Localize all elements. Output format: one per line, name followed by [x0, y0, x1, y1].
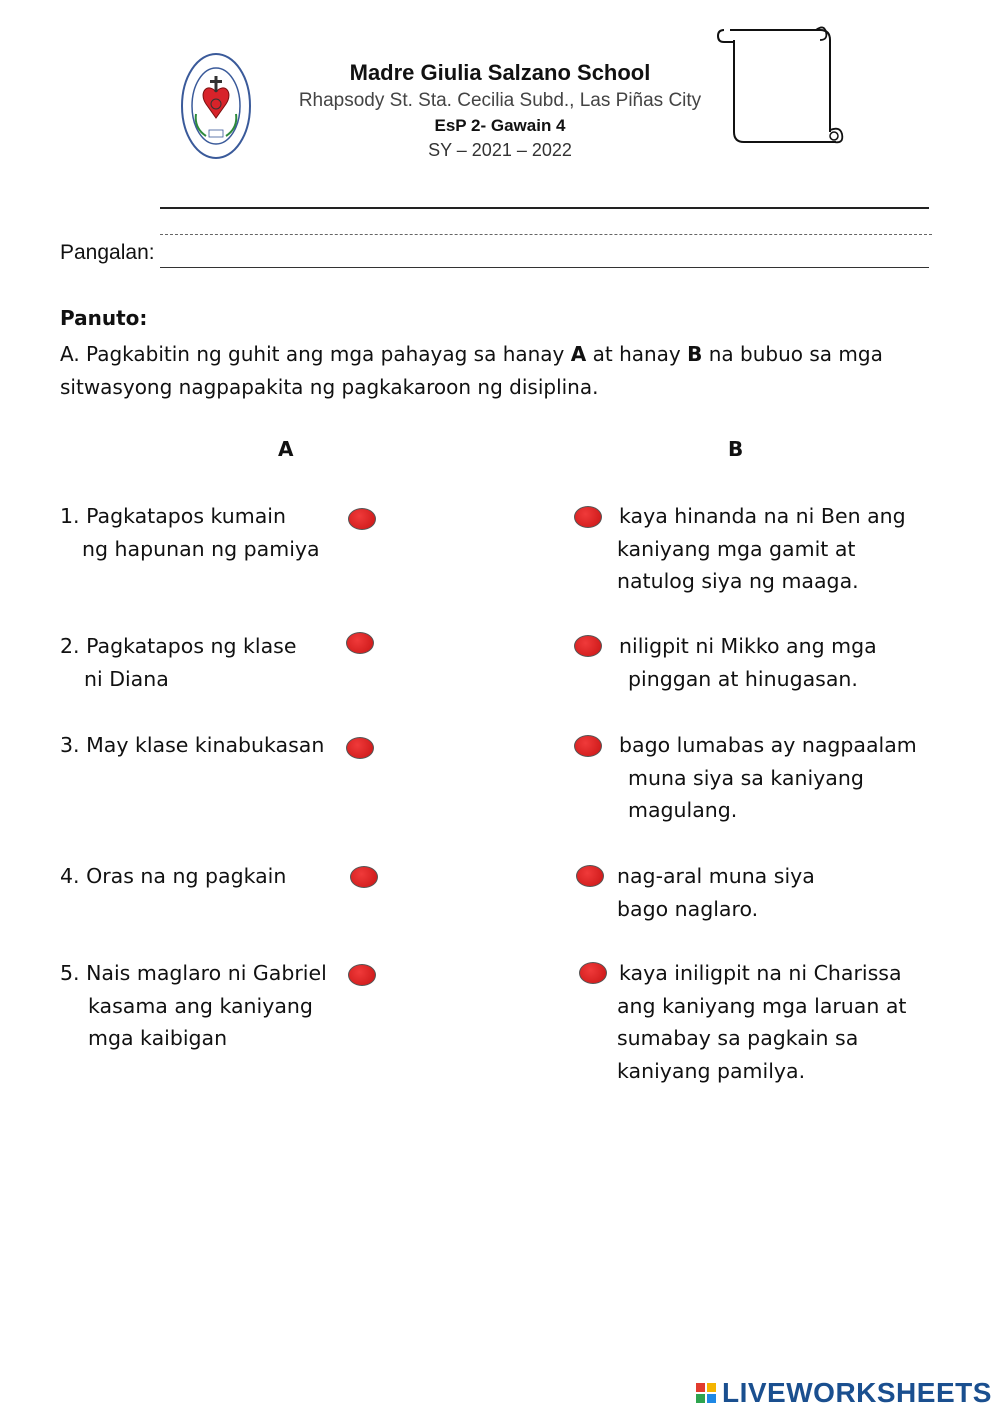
column-b-dot-5[interactable]	[579, 962, 607, 984]
column-a-item-3: 3. May klase kinabukasan	[60, 733, 325, 757]
column-b-dot-1[interactable]	[574, 506, 602, 528]
column-a-item-4: 4. Oras na ng pagkain	[60, 864, 287, 888]
school-logo	[180, 52, 252, 160]
school-year: SY – 2021 – 2022	[428, 140, 572, 160]
scroll-icon	[712, 20, 848, 150]
column-b-item-4: nag-aral muna siya bago naglaro.	[617, 864, 815, 921]
liveworksheets-text: LIVEWORKSHEETS	[722, 1377, 992, 1408]
instructions-title: Panuto:	[60, 306, 148, 330]
activity-title: EsP 2- Gawain 4	[434, 116, 566, 135]
dashed-divider	[160, 234, 932, 235]
column-a-item-2: 2. Pagkatapos ng klase ni Diana	[60, 634, 297, 691]
column-b-header: B	[728, 437, 744, 461]
column-b-item-2: niligpit ni Mikko ang mga pinggan at hinugasan.	[619, 634, 877, 691]
column-b-item-5: kaya iniligpit na ni Charissa ang kaniyang mga laruan at sumabay sa pagkain sa kaniyang pamilya.	[617, 961, 907, 1083]
column-b-item-1: kaya hinanda na ni Ben ang kaniyang mga gamit at natulog siya ng maaga.	[617, 504, 906, 593]
column-b-dot-4[interactable]	[576, 865, 604, 887]
instructions-text: A. Pagkabitin ng guhit ang mga pahayag sa hanay A at hanay B na bubuo sa mga sitwasyong nagpapakita ng pagkakaroon ng disiplina.	[60, 342, 883, 399]
column-a-item-5: 5. Nais maglaro ni Gabriel kasama ang kaniyang mga kaibigan	[60, 961, 327, 1050]
column-b-dot-3[interactable]	[574, 735, 602, 757]
header-divider	[160, 207, 929, 209]
name-label: Pangalan:	[60, 241, 155, 264]
column-b-item-3: bago lumabas ay nagpaalam muna siya sa kaniyang magulang.	[619, 733, 917, 822]
column-a-dot-3[interactable]	[346, 737, 374, 759]
column-a-dot-1[interactable]	[348, 508, 376, 530]
column-a-dot-2[interactable]	[346, 632, 374, 654]
liveworksheets-logo-icon	[696, 1383, 716, 1403]
column-a-header: A	[278, 437, 294, 461]
column-b-dot-2[interactable]	[574, 635, 602, 657]
column-a-dot-5[interactable]	[348, 964, 376, 986]
school-name: Madre Giulia Salzano School	[349, 60, 651, 85]
column-a-dot-4[interactable]	[350, 866, 378, 888]
name-input-line[interactable]	[160, 267, 929, 268]
column-a-item-1: 1. Pagkatapos kumain ng hapunan ng pamiya	[60, 504, 320, 561]
liveworksheets-brand	[696, 1376, 992, 1410]
school-address: Rhapsody St. Sta. Cecilia Subd., Las Piñas City	[298, 90, 702, 111]
